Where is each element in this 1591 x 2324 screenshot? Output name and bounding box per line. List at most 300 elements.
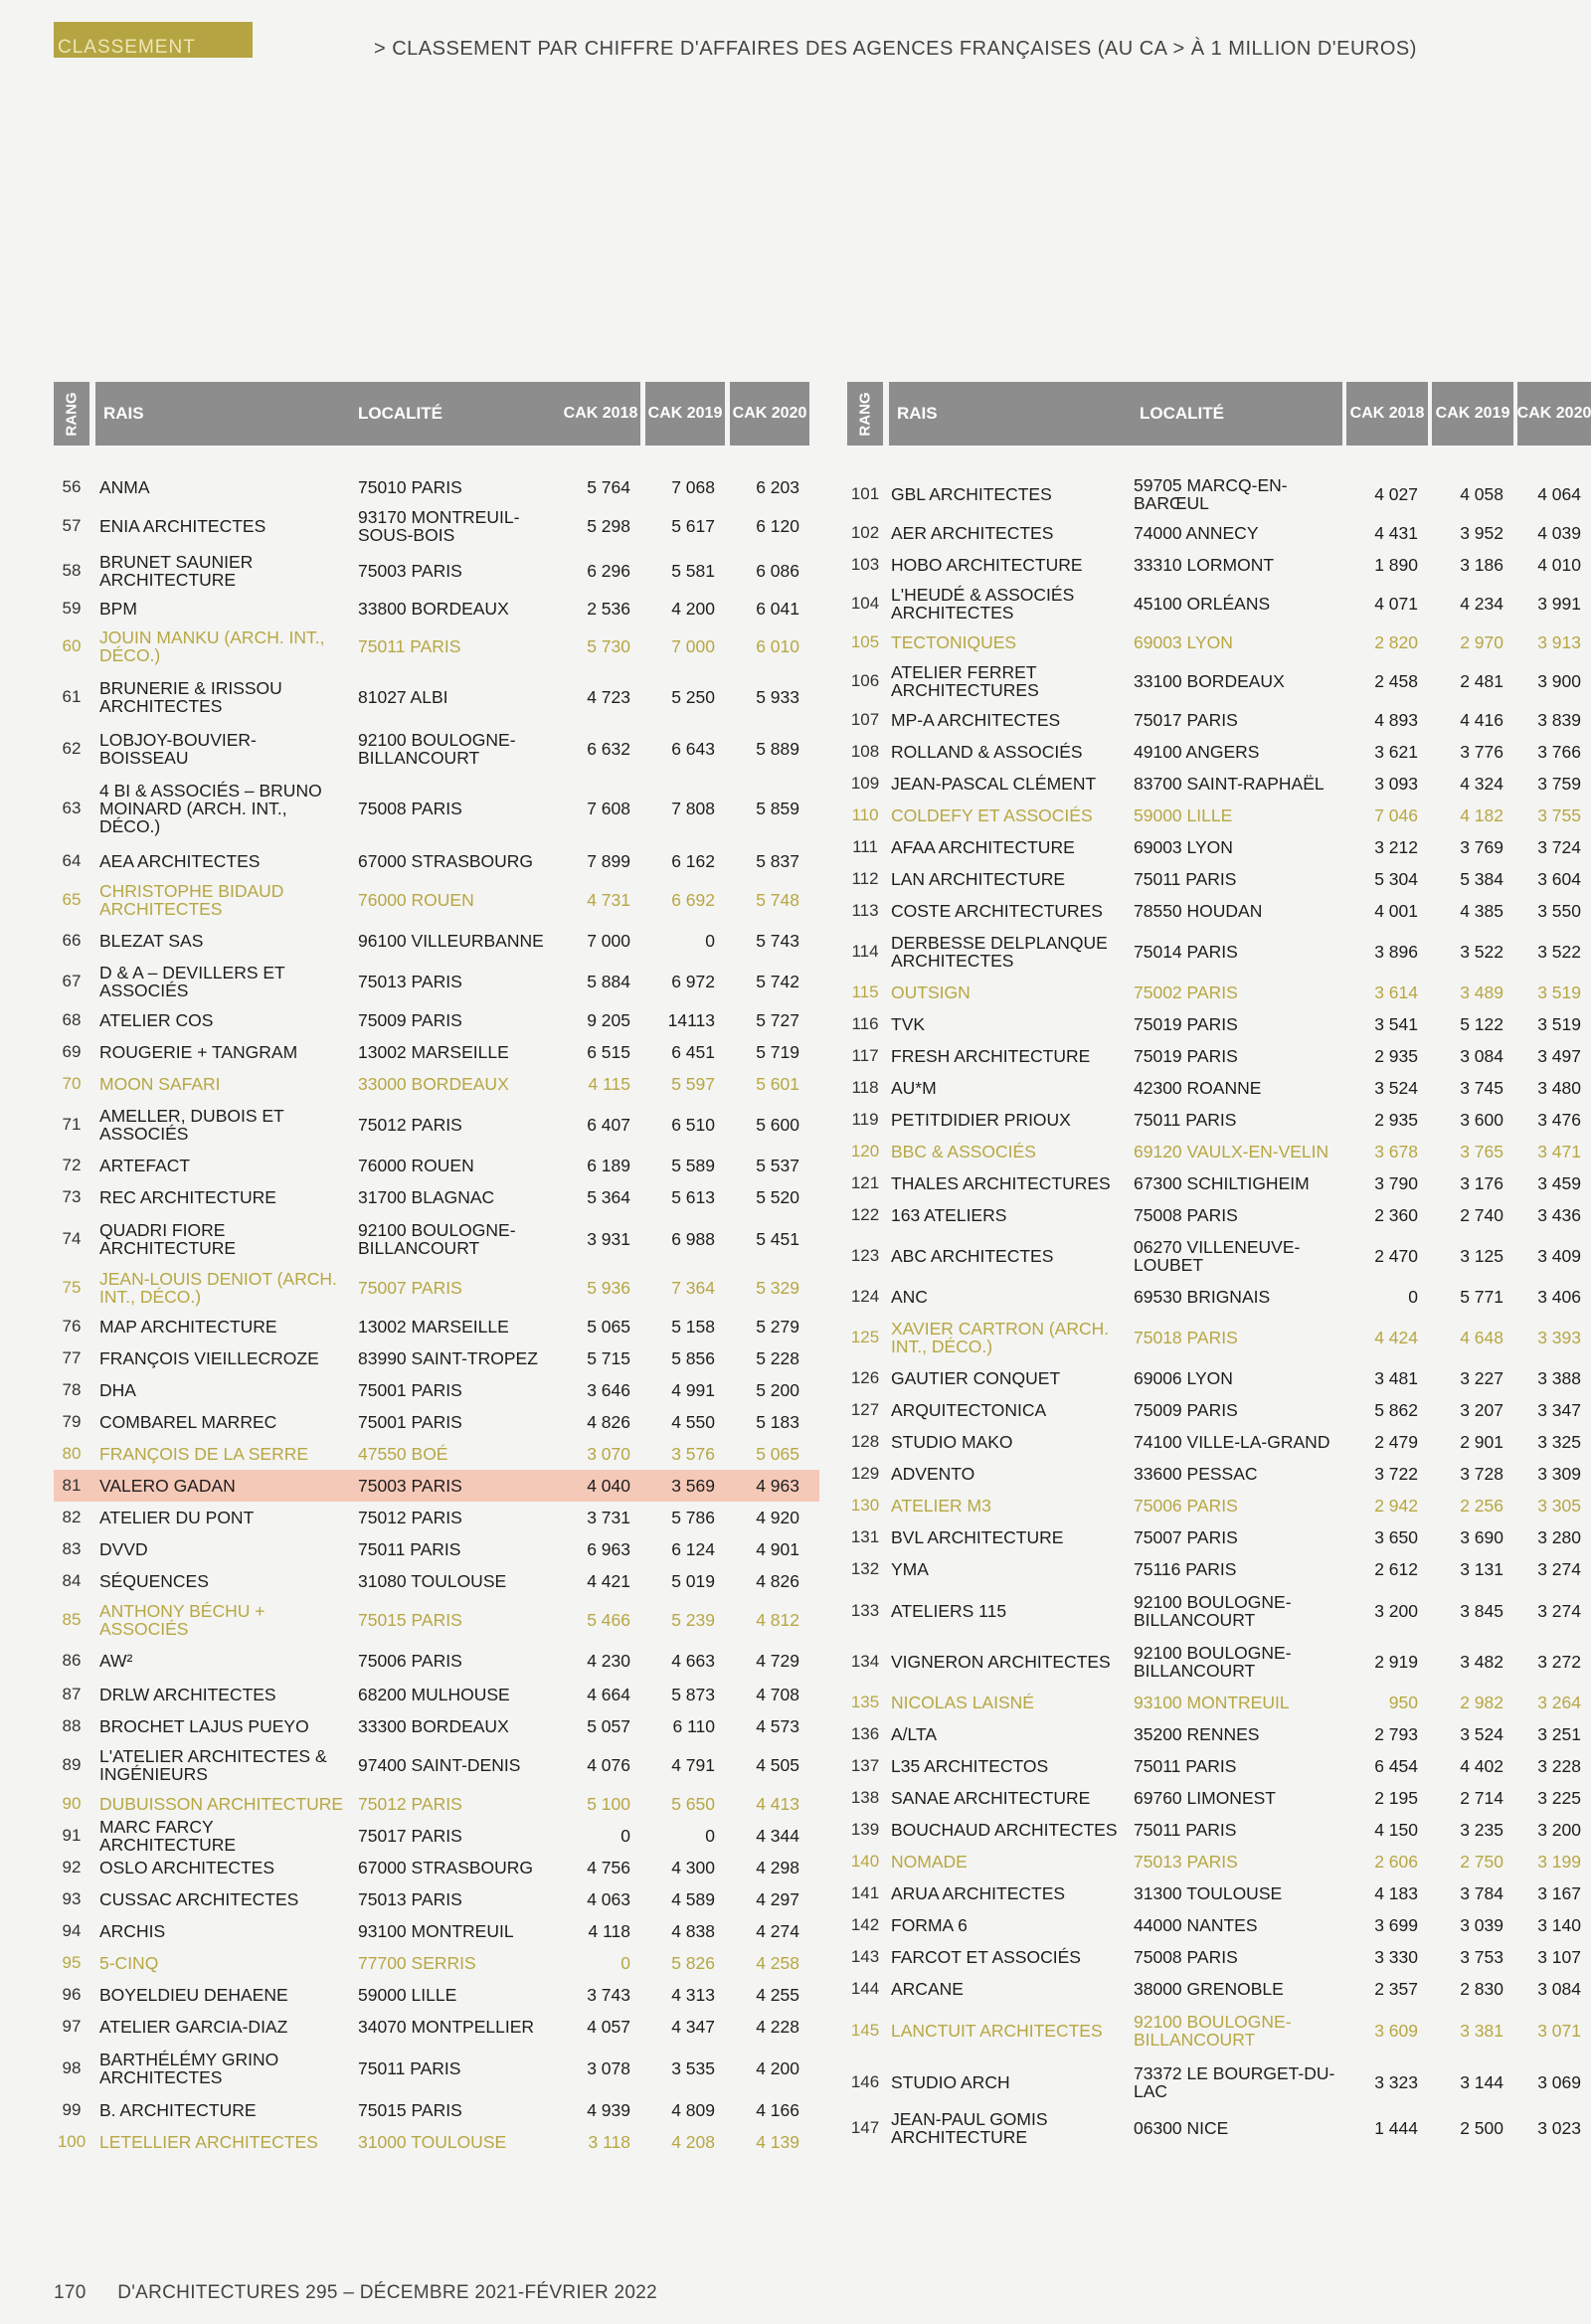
cak2019-cell: 4 324 (1460, 773, 1503, 794)
cak2020-cell: 3 759 (1537, 773, 1581, 794)
cak2018-cell: 3 118 (588, 2131, 630, 2152)
cak2020-cell: 5 520 (756, 1186, 799, 1207)
rank-cell: 133 (850, 1601, 880, 1620)
cak2019-cell: 3 745 (1460, 1077, 1503, 1098)
cak2020-cell: 3 471 (1537, 1141, 1581, 1162)
locality-cell: 76000 ROUEN (358, 890, 474, 910)
cak2019-cell: 3 227 (1460, 1367, 1503, 1388)
table-row (847, 927, 1591, 977)
cak2018-cell: 1 444 (1374, 2117, 1418, 2138)
cak2018-cell: 3 731 (587, 1507, 630, 1527)
cak2019-cell: 4 347 (671, 2016, 715, 2037)
cak2019-cell: 3 952 (1460, 522, 1503, 543)
locality-cell: 75007 PARIS (1134, 1527, 1238, 1547)
locality-cell: 75011 PARIS (358, 2058, 461, 2078)
cak2018-cell: 2 606 (1374, 1851, 1418, 1872)
name-cell: BROCHET LAJUS PUEYO (99, 1716, 309, 1736)
cak2020-cell: 3 480 (1537, 1077, 1581, 1098)
cak2018-cell: 5 764 (587, 476, 630, 497)
cak2020-cell: 4 920 (756, 1507, 799, 1527)
cak2019-cell: 7 068 (671, 476, 715, 497)
cak2020-cell: 3 251 (1537, 1723, 1581, 1744)
cak2019-cell: 3 084 (1460, 1045, 1503, 1066)
cak2019-cell: 4 809 (671, 2099, 715, 2120)
cak2018-cell: 4 027 (1374, 483, 1418, 504)
locality-cell: 75011 PARIS (1134, 1110, 1237, 1130)
cak2020-cell: 6 203 (756, 476, 799, 497)
cak2020-cell: 5 859 (756, 798, 799, 818)
cak2020-cell: 3 519 (1537, 1013, 1581, 1034)
cak2020-cell: 3 140 (1537, 1914, 1581, 1935)
cak2018-cell: 4 063 (587, 1888, 630, 1909)
rank-cell: 74 (62, 1229, 82, 1248)
name-cell: FARCOT ET ASSOCIÉS (891, 1947, 1081, 1967)
rank-cell: 117 (851, 1046, 879, 1065)
cak2019-cell: 5 786 (671, 1507, 715, 1527)
name-cell: ARTEFACT (99, 1156, 191, 1175)
locality-cell: 33100 BORDEAUX (1134, 671, 1285, 691)
table-body (54, 471, 819, 2158)
name-cell: COLDEFY ET ASSOCIÉS (891, 805, 1093, 825)
cak2019-cell: 5 826 (671, 1952, 715, 1973)
cak2020-cell: 3 272 (1537, 1651, 1581, 1672)
cak2018-cell: 0 (1408, 1286, 1418, 1307)
rank-cell: 137 (850, 1756, 880, 1775)
rank-cell: 105 (850, 632, 880, 651)
cak2019-cell: 6 643 (671, 738, 715, 759)
cak2020-cell: 3 305 (1537, 1495, 1581, 1516)
cak2020-cell: 3 550 (1537, 900, 1581, 921)
cak2019-cell: 5 239 (671, 1609, 715, 1630)
locality-cell: 83990 SAINT-TROPEZ (358, 1348, 538, 1368)
rank-cell: 99 (62, 2100, 82, 2119)
cak2020-cell: 3 388 (1537, 1367, 1581, 1388)
cak2018-cell: 4 071 (1374, 593, 1418, 614)
cak2019-cell: 4 550 (671, 1411, 715, 1432)
table-row (847, 1394, 1591, 1426)
cak2019-cell: 6 988 (671, 1228, 715, 1249)
cak2020-cell: 4 274 (756, 1920, 799, 1941)
cak2018-cell: 3 078 (587, 2057, 630, 2078)
table-row (54, 1502, 819, 1533)
cak2018-cell: 6 963 (587, 1538, 630, 1559)
cak2020-cell: 3 522 (1537, 941, 1581, 962)
rank-cell: 58 (62, 561, 82, 580)
table-row (847, 1637, 1591, 1687)
rank-cell: 121 (850, 1173, 880, 1192)
locality-cell: 75019 PARIS (1134, 1046, 1238, 1066)
cak2018-cell: 3 646 (587, 1379, 630, 1400)
name-cell: FRANÇOIS DE LA SERRE (99, 1444, 309, 1464)
cak2019-cell: 2 481 (1460, 670, 1503, 691)
cak2018-cell: 4 664 (587, 1684, 630, 1704)
cak2018-cell: 3 614 (1374, 982, 1418, 1002)
locality-cell: 33800 BORDEAUX (358, 599, 509, 619)
cak2020-cell: 5 748 (756, 889, 799, 910)
table-row (54, 2126, 819, 2158)
name-cell: PETITDIDIER PRIOUX (891, 1110, 1071, 1130)
cak2020-cell: 5 451 (756, 1228, 799, 1249)
locality-cell: 75018 PARIS (1134, 1328, 1238, 1347)
rank-cell: 124 (850, 1287, 880, 1306)
locality-cell: 38000 GRENOBLE (1134, 1979, 1284, 1999)
rank-cell: 60 (62, 636, 82, 655)
cak2019-cell: 7 000 (671, 635, 715, 656)
cak2019-cell: 5 597 (671, 1073, 715, 1094)
cak2018-cell: 4 115 (588, 1073, 630, 1094)
table-row (847, 863, 1591, 895)
locality-cell: 75002 PARIS (1134, 983, 1238, 1002)
locality-cell: 06300 NICE (1134, 2118, 1229, 2138)
locality-cell: 31700 BLAGNAC (358, 1187, 495, 1207)
table-row (54, 1817, 819, 1855)
cak2018-cell: 2 820 (1374, 631, 1418, 652)
cak2020-cell: 5 743 (756, 930, 799, 951)
cak2019-cell: 6 692 (671, 889, 715, 910)
cak2019-cell: 5 250 (671, 686, 715, 707)
cak2018-cell: 6 515 (587, 1041, 630, 1062)
locality-cell: 75009 PARIS (358, 1010, 462, 1030)
table-row (847, 1718, 1591, 1750)
table-header (847, 380, 1591, 449)
rank-cell: 83 (62, 1539, 82, 1558)
table-row (54, 1742, 819, 1788)
cak2020-cell: 6 010 (756, 635, 799, 656)
cak2018-cell: 2 195 (1374, 1787, 1418, 1808)
locality-cell: 75009 PARIS (1134, 1400, 1238, 1420)
table-body (847, 471, 1591, 2148)
cak2018-cell: 3 524 (1374, 1077, 1418, 1098)
rank-cell: 101 (850, 484, 880, 503)
cak2018-cell: 4 421 (587, 1570, 630, 1591)
table-row (54, 1915, 819, 1947)
table-row (847, 1458, 1591, 1490)
table-row (54, 877, 819, 923)
cak2018-cell: 6 296 (587, 560, 630, 581)
table-row (847, 736, 1591, 768)
cak2020-cell: 5 600 (756, 1114, 799, 1135)
table-row (54, 593, 819, 625)
col-header-locality: LOCALITÉ (350, 382, 561, 446)
name-cell: ARCANE (891, 1979, 964, 1999)
rank-cell: 130 (850, 1496, 880, 1515)
rank-cell: 140 (850, 1852, 880, 1871)
table-row (54, 2043, 819, 2094)
name-cell: AEA ARCHITECTES (99, 851, 261, 871)
rank-cell: 68 (62, 1010, 82, 1029)
locality-cell: 93100 MONTREUIL (358, 1921, 514, 1941)
locality-cell: 75017 PARIS (358, 1826, 462, 1846)
table-row (54, 1788, 819, 1820)
name-cell: ATELIERS 115 (891, 1601, 1007, 1621)
rank-cell: 109 (850, 774, 880, 793)
name-cell: A/LTA (891, 1724, 938, 1744)
locality-cell: 69760 LIMONEST (1134, 1788, 1276, 1808)
rank-cell: 129 (850, 1464, 880, 1483)
cak2018-cell: 2 919 (1374, 1651, 1418, 1672)
cak2018-cell: 5 057 (587, 1715, 630, 1736)
locality-cell: 96100 VILLEURBANNE (358, 931, 544, 951)
name-cell: FRANÇOIS VIEILLECROZE (99, 1348, 319, 1368)
table-row (54, 1710, 819, 1742)
rank-cell: 56 (62, 477, 82, 496)
table-row (847, 1814, 1591, 1846)
cak2019-cell: 3 176 (1460, 1172, 1503, 1193)
cak2018-cell: 5 936 (587, 1277, 630, 1298)
name-cell: AER ARCHITECTES (891, 523, 1054, 543)
cak2018-cell: 2 360 (1374, 1204, 1418, 1225)
name-cell: L'ATELIER ARCHITECTES & INGÉNIEURS (99, 1746, 327, 1784)
locality-cell: 13002 MARSEILLE (358, 1042, 509, 1062)
locality-cell: 59705 MARCQ-EN-BARŒUL (1134, 475, 1288, 513)
cak2020-cell: 5 719 (756, 1041, 799, 1062)
cak2018-cell: 5 364 (587, 1186, 630, 1207)
name-cell: MARC FARCY ARCHITECTURE (99, 1817, 237, 1855)
cak2018-cell: 0 (620, 1952, 630, 1973)
table-row (847, 1782, 1591, 1814)
col-header-rank: RANG (847, 382, 883, 446)
locality-cell: 81027 ALBI (358, 687, 448, 707)
table-row (54, 923, 819, 959)
rank-cell: 144 (850, 1979, 880, 1998)
table-row (847, 581, 1591, 626)
cak2019-cell: 3 845 (1460, 1600, 1503, 1621)
cak2019-cell: 2 256 (1460, 1495, 1503, 1516)
cak2020-cell: 3 325 (1537, 1431, 1581, 1452)
cak2018-cell: 950 (1388, 1692, 1418, 1712)
cak2020-cell: 4 255 (756, 1984, 799, 2005)
rank-cell: 96 (62, 1985, 82, 2004)
rank-cell: 92 (62, 1858, 82, 1877)
rank-cell: 106 (850, 671, 880, 690)
cak2018-cell: 2 612 (1374, 1558, 1418, 1579)
rank-cell: 132 (850, 1559, 880, 1578)
locality-cell: 68200 MULHOUSE (358, 1685, 510, 1704)
cak2019-cell: 4 182 (1460, 804, 1503, 825)
cak2019-cell: 5 617 (671, 515, 715, 536)
cak2020-cell: 5 889 (756, 738, 799, 759)
cak2018-cell: 3 481 (1374, 1367, 1418, 1388)
name-cell: AFAA ARCHITECTURE (891, 837, 1075, 857)
name-cell: FORMA 6 (891, 1915, 968, 1935)
table-row (847, 1750, 1591, 1782)
locality-cell: 69003 LYON (1134, 837, 1233, 857)
rank-cell: 107 (850, 710, 880, 729)
cak2020-cell: 4 039 (1537, 522, 1581, 543)
col-header-locality: LOCALITÉ (1132, 382, 1342, 446)
locality-cell: 75015 PARIS (358, 1610, 462, 1630)
cak2020-cell: 3 436 (1537, 1204, 1581, 1225)
table-row (847, 2108, 1591, 2148)
cak2020-cell: 3 991 (1537, 593, 1581, 614)
name-cell: FRESH ARCHITECTURE (891, 1046, 1091, 1066)
cak2020-cell: 4 413 (756, 1793, 799, 1814)
cak2020-cell: 3 228 (1537, 1755, 1581, 1776)
name-cell: ROLLAND & ASSOCIÉS (891, 742, 1083, 762)
name-cell: DERBESSE DELPLANQUE ARCHITECTES (891, 933, 1108, 971)
cak2019-cell: 3 753 (1460, 1946, 1503, 1967)
cak2019-cell: 3 776 (1460, 741, 1503, 762)
table-row (847, 1136, 1591, 1167)
cak2020-cell: 3 406 (1537, 1286, 1581, 1307)
locality-cell: 97400 SAINT-DENIS (358, 1755, 521, 1775)
cak2020-cell: 5 537 (756, 1155, 799, 1175)
page-subtitle: > CLASSEMENT PAR CHIFFRE D'AFFAIRES DES AGENCES FRANÇAISES (AU CA > À 1 MILLION D'EUROS) (374, 38, 1417, 60)
rank-cell: 84 (62, 1571, 82, 1590)
cak2020-cell: 4 708 (756, 1684, 799, 1704)
name-cell: AW² (99, 1651, 133, 1671)
cak2020-cell: 6 120 (756, 515, 799, 536)
cak2019-cell: 2 740 (1460, 1204, 1503, 1225)
rank-cell: 119 (851, 1110, 879, 1129)
cak2020-cell: 3 476 (1537, 1109, 1581, 1130)
table-row (54, 1265, 819, 1311)
table-row (847, 1490, 1591, 1521)
name-cell: DRLW ARCHITECTES (99, 1685, 276, 1704)
cak2020-cell: 4 344 (756, 1825, 799, 1846)
cak2019-cell: 4 416 (1460, 709, 1503, 730)
cak2020-cell: 3 167 (1537, 1882, 1581, 1903)
rank-cell: 71 (62, 1115, 82, 1134)
name-cell: BOYELDIEU DEHAENE (99, 1985, 288, 2005)
table-row (847, 1231, 1591, 1281)
cak2019-cell: 5 384 (1460, 868, 1503, 889)
cak2018-cell: 4 076 (587, 1754, 630, 1775)
table-row (847, 1426, 1591, 1458)
name-cell: ENIA ARCHITECTES (99, 516, 266, 536)
cak2020-cell: 5 228 (756, 1347, 799, 1368)
locality-cell: 92100 BOULOGNE-BILLANCOURT (358, 730, 516, 768)
locality-cell: 33300 BORDEAUX (358, 1716, 509, 1736)
cak2019-cell: 3 125 (1460, 1245, 1503, 1266)
locality-cell: 75010 PARIS (358, 477, 462, 497)
cak2019-cell: 4 648 (1460, 1327, 1503, 1347)
rank-cell: 147 (850, 2118, 880, 2137)
name-cell: B. ARCHITECTURE (99, 2100, 257, 2120)
table-row (54, 1150, 819, 1181)
table-row (54, 1643, 819, 1679)
name-cell: L35 ARCHITECTOS (891, 1756, 1049, 1776)
table-row (54, 1597, 819, 1643)
cak2019-cell: 5 856 (671, 1347, 715, 1368)
locality-cell: 75007 PARIS (358, 1278, 462, 1298)
name-cell: BLEZAT SAS (99, 931, 204, 951)
col-header-cak2019: CAK 2019 (645, 382, 725, 446)
cak2018-cell: 2 935 (1374, 1109, 1418, 1130)
table-row (847, 1687, 1591, 1718)
table-row (54, 1438, 819, 1470)
rank-cell: 59 (62, 599, 82, 618)
table-row (54, 1947, 819, 1979)
name-cell: BARTHÉLÉMY GRINO ARCHITECTES (99, 2050, 279, 2087)
rank-cell: 80 (62, 1444, 82, 1463)
cak2019-cell: 3 039 (1460, 1914, 1503, 1935)
table-row (54, 1470, 819, 1502)
name-cell: SÉQUENCES (99, 1571, 209, 1591)
name-cell: ATELIER DU PONT (99, 1508, 255, 1527)
locality-cell: 31080 TOULOUSE (358, 1571, 507, 1591)
cak2019-cell: 3 728 (1460, 1463, 1503, 1484)
cak2018-cell: 7 899 (587, 850, 630, 871)
cak2020-cell: 4 258 (756, 1952, 799, 1973)
cak2018-cell: 4 731 (587, 889, 630, 910)
table-row (54, 1374, 819, 1406)
name-cell: JEAN-PASCAL CLÉMENT (891, 774, 1097, 794)
rank-cell: 125 (850, 1328, 880, 1346)
table-row (54, 1036, 819, 1068)
table-row (54, 1565, 819, 1597)
ranking-table-left (54, 380, 819, 2158)
cak2020-cell: 5 183 (756, 1411, 799, 1432)
cak2018-cell: 2 470 (1374, 1245, 1418, 1266)
rank-cell: 112 (851, 869, 879, 888)
cak2020-cell: 3 913 (1537, 631, 1581, 652)
table-row (847, 768, 1591, 800)
rank-cell: 67 (62, 972, 82, 990)
name-cell: LANCTUIT ARCHITECTES (891, 2021, 1103, 2041)
locality-cell: 92100 BOULOGNE-BILLANCOURT (1134, 2012, 1292, 2050)
cak2018-cell: 4 230 (587, 1650, 630, 1671)
locality-cell: 77700 SERRIS (358, 1953, 476, 1973)
cak2019-cell: 14113 (667, 1009, 715, 1030)
cak2019-cell: 2 750 (1460, 1851, 1503, 1872)
locality-cell: 67000 STRASBOURG (358, 851, 534, 871)
table-row (54, 845, 819, 877)
name-cell: LOBJOY-BOUVIER-BOISSEAU (99, 730, 257, 768)
cak2019-cell: 4 589 (671, 1888, 715, 1909)
cak2018-cell: 6 189 (587, 1155, 630, 1175)
name-cell: OUTSIGN (891, 983, 971, 1002)
table-row (847, 1040, 1591, 1072)
table-row (54, 1181, 819, 1213)
locality-cell: 69003 LYON (1134, 632, 1233, 652)
name-cell: 163 ATELIERS (891, 1205, 1007, 1225)
rank-cell: 98 (62, 2058, 82, 2077)
cak2019-cell: 4 300 (671, 1857, 715, 1877)
cak2018-cell: 3 722 (1374, 1463, 1418, 1484)
cak2020-cell: 4 729 (756, 1650, 799, 1671)
table-row (54, 772, 819, 845)
cak2018-cell: 2 793 (1374, 1723, 1418, 1744)
table-row (847, 1313, 1591, 1362)
name-cell: HOBO ARCHITECTURE (891, 555, 1083, 575)
locality-cell: 92100 BOULOGNE-BILLANCOURT (358, 1220, 516, 1258)
cak2018-cell: 3 070 (587, 1443, 630, 1464)
cak2020-cell: 4 826 (756, 1570, 799, 1591)
cak2020-cell: 4 505 (756, 1754, 799, 1775)
cak2020-cell: 5 065 (756, 1443, 799, 1464)
cak2020-cell: 4 901 (756, 1538, 799, 1559)
locality-cell: 75011 PARIS (1134, 1820, 1237, 1840)
rank-cell: 76 (62, 1317, 82, 1336)
rank-cell: 110 (851, 805, 879, 824)
cak2019-cell: 5 019 (671, 1570, 715, 1591)
rank-cell: 135 (850, 1693, 880, 1711)
cak2018-cell: 3 699 (1374, 1914, 1418, 1935)
rank-cell: 104 (850, 594, 880, 613)
cak2020-cell: 5 279 (756, 1316, 799, 1337)
cak2018-cell: 3 541 (1374, 1013, 1418, 1034)
table-row (54, 2011, 819, 2043)
table-row (847, 1909, 1591, 1941)
rank-cell: 57 (62, 516, 82, 535)
table-row (54, 625, 819, 668)
rank-cell: 115 (851, 983, 879, 1001)
table-row (54, 1004, 819, 1036)
name-cell: ARCHIS (99, 1921, 166, 1941)
cak2019-cell: 4 991 (671, 1379, 715, 1400)
name-cell: AU*M (891, 1078, 937, 1098)
